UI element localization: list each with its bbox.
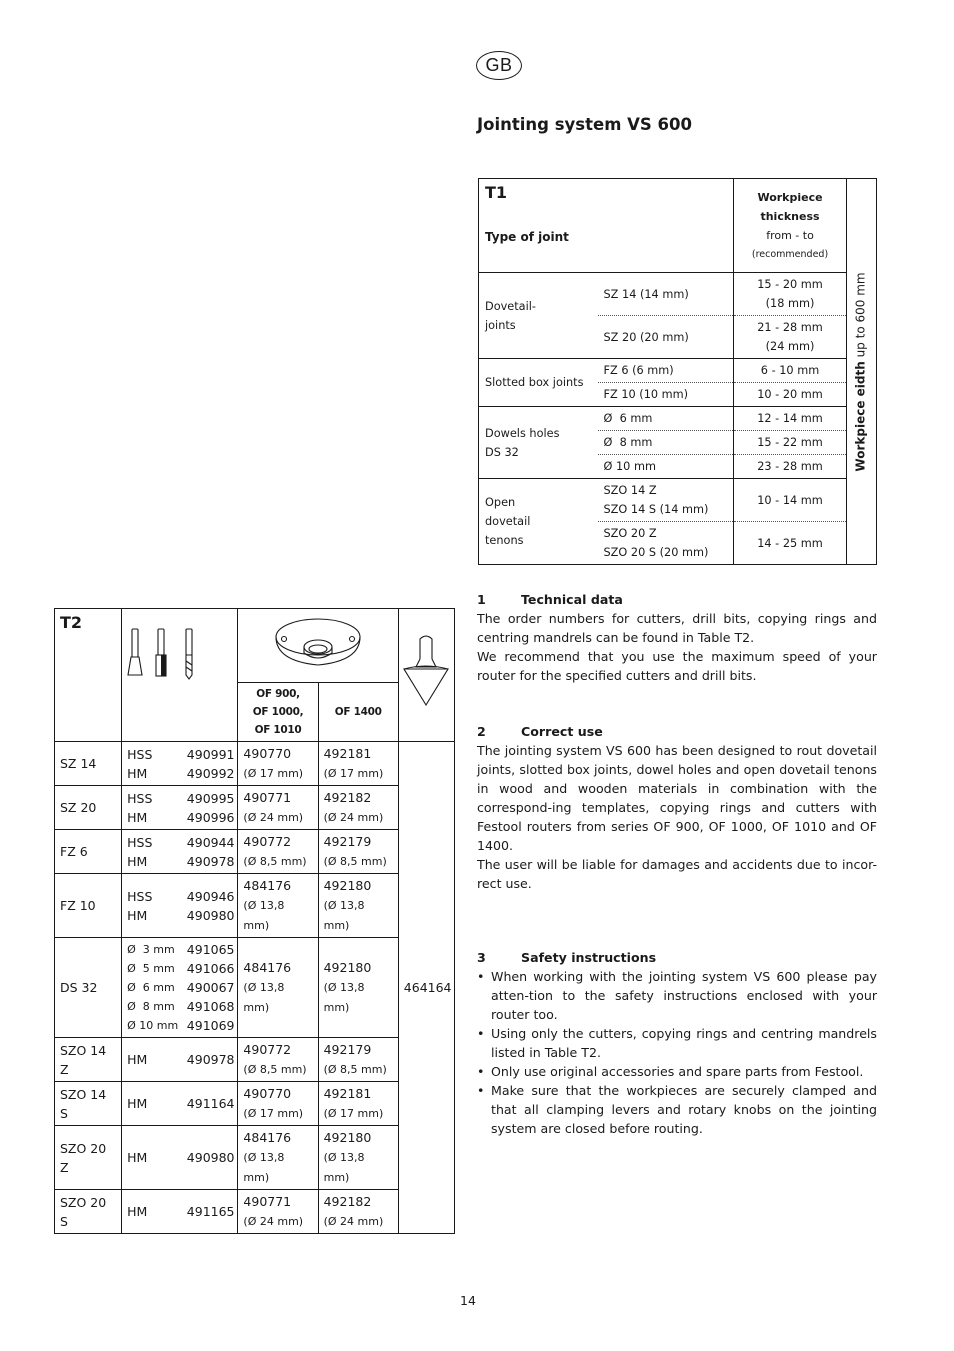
section-heading: 2 Correct use [477, 724, 603, 739]
list-item: • When working with the jointing system VS 600 please pay atten-tion to the safety instructions enclosed with your router too. [477, 967, 877, 1024]
section-safety-instructions [477, 948, 877, 1138]
table-t1 [478, 178, 877, 565]
paragraph: The jointing system VS 600 has been designed to rout dovetail joints, slotted box joints, dowel holes and open dovetail tenons in wood and wooden materials in combination with the correspond-ing templates, copying rings and cutters with Festool routers from series OF 900, OF 1000, OF 1010 and OF 1400. [477, 743, 877, 853]
t1-tool: SZ 20 (20 mm) [598, 316, 734, 359]
cutter-illustration [122, 609, 238, 742]
ring-b-number: 492182 [323, 790, 372, 805]
ring-a-diameter: (Ø 17 mm) [243, 767, 304, 780]
ring-b-diameter: (Ø 17 mm) [323, 767, 384, 780]
t1-tool: FZ 6 (6 mm) [598, 359, 734, 383]
t2-sub-head-b: OF 1400 [318, 683, 398, 742]
table-row [55, 1190, 455, 1234]
t2-cutter: 491165 [182, 1190, 238, 1234]
ring-b-diameter: (Ø 8,5 mm) [323, 855, 387, 868]
t2-ring-a [238, 830, 318, 874]
t1-tool: SZ 14 (14 mm) [598, 273, 734, 316]
table-t2 [54, 608, 455, 1234]
t1-thickness: 6 - 10 mm [734, 359, 847, 383]
table-row [55, 742, 455, 786]
t2-ring-b [318, 786, 398, 830]
t2-ring-b [318, 1126, 398, 1190]
t2-cutter: 490944 490978 [182, 830, 238, 874]
list-item: • Make sure that the workpieces are securely clamped and that all clamping levers and rotary knobs on the jointing system are closed before routing. [477, 1081, 877, 1138]
t2-material: HM [122, 1126, 182, 1190]
page-title: Jointing system VS 600 [477, 115, 692, 134]
section-heading: 3 Safety instructions [477, 950, 657, 965]
t1-row [479, 359, 877, 383]
t1-thickness-header [734, 179, 847, 273]
t2-material: HSS HM [122, 874, 182, 938]
t1-thickness: 15 - 22 mm [734, 431, 847, 455]
t1-row [479, 407, 877, 431]
ring-b-number: 492182 [323, 1194, 372, 1209]
t1-group-name: Slotted box joints [479, 359, 598, 407]
t2-ring-b [318, 1038, 398, 1082]
centring-mandrel-icon [400, 633, 452, 713]
width-note-bold: Workpiece eidth [853, 360, 868, 472]
t1-tool: Ø 6 mm [598, 407, 734, 431]
t1-group-name: Dovetail- joints [479, 273, 598, 359]
t1-thickness: 15 - 20 mm (18 mm) [734, 273, 847, 316]
t2-cutter: 490991 490992 [182, 742, 238, 786]
copying-ring-illustration [238, 609, 398, 683]
t1-code: T1 [485, 183, 508, 202]
ring-b-number: 492180 [323, 1130, 372, 1145]
ring-a-number: 490772 [243, 1042, 292, 1057]
t2-ring-a [238, 742, 318, 786]
ring-b-diameter: (Ø 24 mm) [323, 811, 384, 824]
t1-tool: SZO 14 Z SZO 14 S (14 mm) [598, 479, 734, 522]
ring-b-number: 492181 [323, 1086, 372, 1101]
section-technical-data [477, 590, 877, 685]
t2-ring-b [318, 830, 398, 874]
thickness-header-range: from - to [766, 228, 814, 242]
ring-a-diameter: (Ø 13,8 mm) [243, 899, 285, 932]
ring-a-number: 490772 [243, 834, 292, 849]
t1-thickness: 14 - 25 mm [734, 522, 847, 565]
t2-ring-a [238, 1082, 318, 1126]
language-badge: GB [476, 51, 522, 80]
t2-material: HSS HM [122, 830, 182, 874]
t1-thickness: 23 - 28 mm [734, 455, 847, 479]
ring-b-diameter: (Ø 24 mm) [323, 1215, 384, 1228]
t2-ring-a [238, 938, 318, 1038]
t2-joint: SZ 14 [55, 742, 122, 786]
t2-joint: DS 32 [55, 938, 122, 1038]
t2-joint: SZO 20 Z [55, 1126, 122, 1190]
ring-a-diameter: (Ø 24 mm) [243, 1215, 304, 1228]
ring-a-diameter: (Ø 13,8 mm) [243, 1151, 285, 1184]
t2-joint: SZO 14 Z [55, 1038, 122, 1082]
list-item: • Using only the cutters, copying rings and centring mandrels listed in Table T2. [477, 1024, 877, 1062]
list-item: • Only use original accessories and spare parts from Festool. [477, 1062, 877, 1081]
section-correct-use [477, 722, 877, 893]
table-row [55, 1126, 455, 1190]
ring-b-number: 492179 [323, 1042, 372, 1057]
t2-ring-a [238, 1038, 318, 1082]
ring-b-number: 492179 [323, 834, 372, 849]
ring-b-number: 492180 [323, 960, 372, 975]
ring-a-number: 484176 [243, 960, 292, 975]
table-row [55, 1082, 455, 1126]
t2-ring-a [238, 1190, 318, 1234]
t2-material: HSS HM [122, 742, 182, 786]
t1-row [479, 273, 877, 316]
t2-joint: SZ 20 [55, 786, 122, 830]
t2-cutter: 490946 490980 [182, 874, 238, 938]
t2-joint: FZ 6 [55, 830, 122, 874]
t2-sub-head-a: OF 900, OF 1000, OF 1010 [238, 683, 318, 742]
t2-material: Ø 3 mm Ø 5 mm Ø 6 mm Ø 8 mm Ø 10 mm [122, 938, 182, 1038]
paragraph: We recommend that you use the maximum speed of your router for the specified cutters and drill bits. [477, 649, 877, 683]
ring-b-diameter: (Ø 17 mm) [323, 1107, 384, 1120]
t2-code: T2 [55, 609, 122, 742]
ring-a-number: 490770 [243, 1086, 292, 1101]
t1-type-label: Type of joint [485, 230, 569, 244]
t2-ring-a [238, 786, 318, 830]
table-row [55, 1038, 455, 1082]
table-row [55, 938, 455, 1038]
t2-ring-b [318, 1082, 398, 1126]
ring-a-diameter: (Ø 13,8 mm) [243, 981, 285, 1014]
t2-material: HM [122, 1190, 182, 1234]
ring-b-diameter: (Ø 13,8 mm) [323, 1151, 365, 1184]
t2-cutter: 490995 490996 [182, 786, 238, 830]
ring-b-diameter: (Ø 13,8 mm) [323, 899, 365, 932]
thickness-header-recommended: (recommended) [751, 248, 829, 260]
router-bits-icon [126, 627, 210, 683]
t2-mandrel: 464164 [398, 742, 454, 1234]
t1-thickness: 10 - 14 mm [734, 479, 847, 522]
table-row [55, 830, 455, 874]
t1-width-note [847, 179, 877, 565]
paragraph: The user will be liable for damages and accidents due to incor-rect use. [477, 857, 877, 891]
ring-a-number: 490771 [243, 1194, 292, 1209]
ring-b-number: 492180 [323, 878, 372, 893]
ring-b-number: 492181 [323, 746, 372, 761]
t2-material: HM [122, 1038, 182, 1082]
ring-a-number: 484176 [243, 878, 292, 893]
t1-row [479, 479, 877, 522]
t2-material: HM [122, 1082, 182, 1126]
t2-ring-b [318, 742, 398, 786]
t1-tool: Ø 8 mm [598, 431, 734, 455]
ring-a-number: 490771 [243, 790, 292, 805]
t2-joint: FZ 10 [55, 874, 122, 938]
table-row [55, 874, 455, 938]
thickness-header-title: Workpiece thickness [757, 190, 823, 223]
safety-list [477, 967, 877, 1138]
ring-a-diameter: (Ø 8,5 mm) [243, 855, 307, 868]
t2-joint: SZO 14 S [55, 1082, 122, 1126]
page-number: 14 [460, 1293, 476, 1308]
t2-cutter: 491164 [182, 1082, 238, 1126]
ring-b-diameter: (Ø 13,8 mm) [323, 981, 365, 1014]
t2-cutter: 490978 [182, 1038, 238, 1082]
ring-b-diameter: (Ø 8,5 mm) [323, 1063, 387, 1076]
ring-a-diameter: (Ø 17 mm) [243, 1107, 304, 1120]
t1-group-name: Open dovetail tenons [485, 496, 531, 547]
table-row [55, 786, 455, 830]
t2-cutter: 490980 [182, 1126, 238, 1190]
t2-ring-b [318, 938, 398, 1038]
t1-thickness: 10 - 20 mm [734, 383, 847, 407]
t2-material: HSS HM [122, 786, 182, 830]
ring-a-number: 490770 [243, 746, 292, 761]
t2-ring-a [238, 1126, 318, 1190]
t2-joint: SZO 20 S [55, 1190, 122, 1234]
mandrel-illustration [398, 609, 454, 742]
t1-tool: Ø 10 mm [598, 455, 734, 479]
ring-a-diameter: (Ø 24 mm) [243, 811, 304, 824]
t2-ring-a [238, 874, 318, 938]
t1-thickness: 12 - 14 mm [734, 407, 847, 431]
t2-ring-b [318, 1190, 398, 1234]
t1-tool: FZ 10 (10 mm) [598, 383, 734, 407]
width-note-rest: up to 600 mm [853, 271, 868, 361]
t1-thickness: 21 - 28 mm (24 mm) [734, 316, 847, 359]
t1-tool: SZO 20 Z SZO 20 S (20 mm) [603, 527, 709, 559]
copying-ring-icon [272, 613, 364, 673]
section-heading: 1 Technical data [477, 592, 623, 607]
t2-cutter: 491065 491066 490067 491068 491069 [182, 938, 238, 1038]
ring-a-number: 484176 [243, 1130, 292, 1145]
t1-header [479, 179, 734, 273]
t2-ring-b [318, 874, 398, 938]
paragraph: The order numbers for cutters, drill bits, copying rings and centring mandrels can be found in Table T2. [477, 611, 877, 645]
ring-a-diameter: (Ø 8,5 mm) [243, 1063, 307, 1076]
t1-group-name: Dowels holes DS 32 [479, 407, 598, 479]
